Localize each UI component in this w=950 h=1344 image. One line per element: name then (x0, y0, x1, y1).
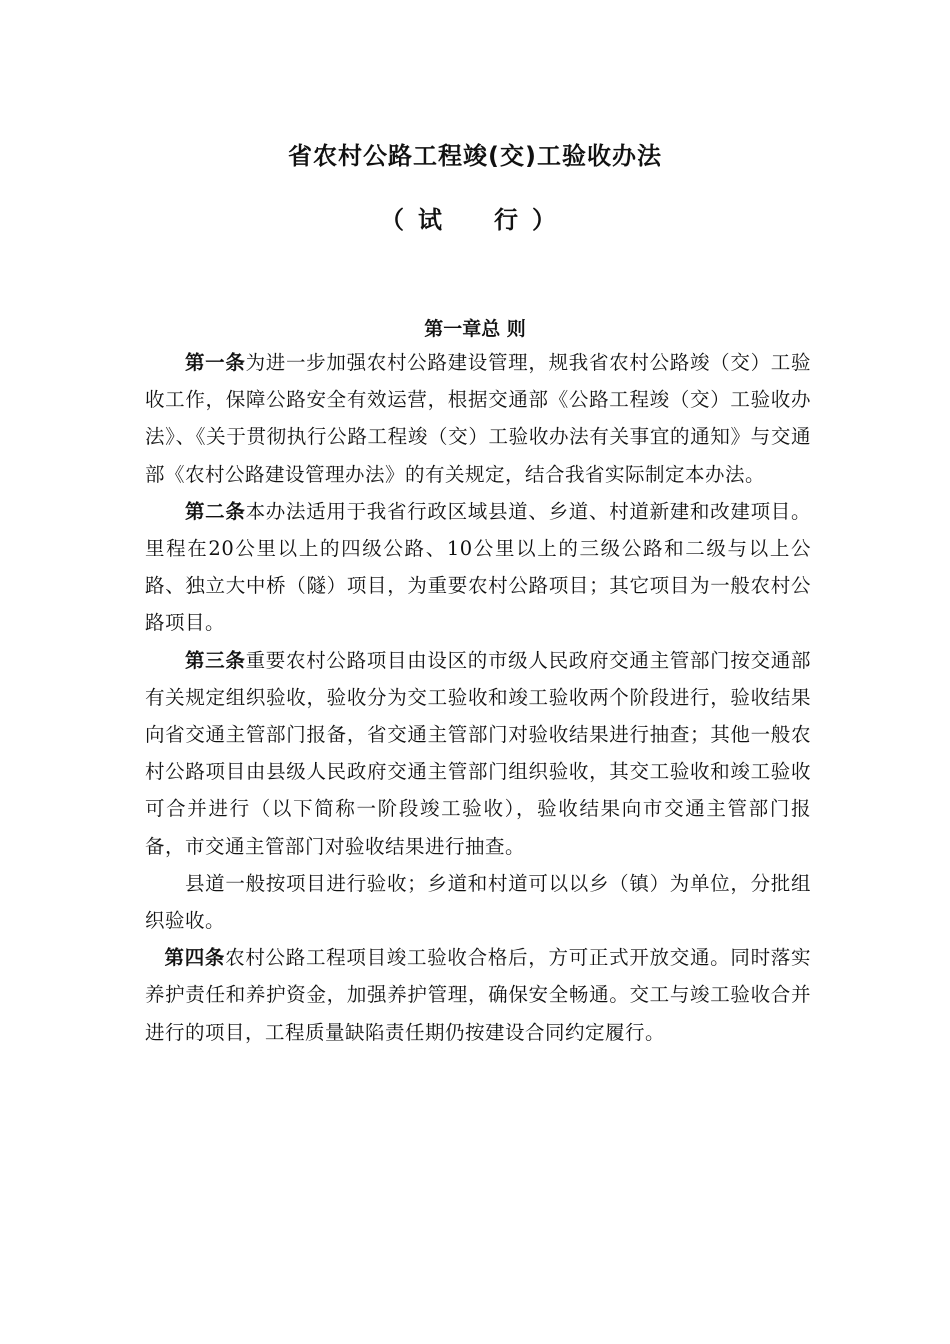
article-2 (145, 493, 811, 642)
document-subtitle: （试 行） (380, 206, 570, 234)
article-3-continuation-text: 县道一般按项目进行验收；乡道和村道可以以乡（镇）为单位，分批组织验收。 (145, 871, 811, 933)
chapter-heading: 第一章总 则 (424, 318, 526, 340)
article-3-text: 重要农村公路项目由设区的市级人民政府交通主管部门按交通部有关规定组织验收，验收分为交工验收和竣工验收两个阶段进行，验收结果向省交通主管部门报备，省交通主管部门对验收结果进行抽查；其他一般农村公路项目由县级人民政府交通主管部门组织验收，其交工验收和竣工验收可合并进行（以下简称一阶段竣工验收），验收结果向市交通主管部门报备，市交通主管部门对验收结果进行抽查。 (145, 648, 811, 858)
article-1 (145, 344, 811, 493)
document-title: 省农村公路工程竣(交)工验收办法 (288, 142, 662, 170)
document-body (145, 344, 811, 1051)
article-4 (145, 939, 811, 1051)
article-4-text: 农村公路工程项目竣工验收合格后，方可正式开放交通。同时落实养护责任和养护资金，加强养护管理，确保安全畅通。交工与竣工验收合并进行的项目，工程质量缺陷责任期仍按建设合同约定履行。 (145, 946, 811, 1044)
article-1-text: 为进一步加强农村公路建设管理，规我省农村公路竣（交）工验收工作，保障公路安全有效运营，根据交通部《公路工程竣（交）工验收办法》、《关于贯彻执行公路工程竣（交）工验收办法有关事宜的通知》与交通部《农村公路建设管理办法》的有关规定，结合我省实际制定本办法。 (145, 351, 811, 486)
article-3 (145, 642, 811, 865)
article-2-text: 本办法适用于我省行政区域县道、乡道、村道新建和改建项目。里程在20公里以上的四级公路、10公里以上的三级公路和二级与以上公路、独立大中桥（隧）项目，为重要农村公路项目；其它项目为一般农村公路项目。 (145, 499, 811, 635)
article-3-continuation (145, 865, 811, 939)
article-2-label: 第二条 (184, 499, 246, 523)
article-3-label: 第三条 (184, 648, 246, 672)
article-1-label: 第一条 (184, 351, 246, 374)
article-4-label: 第四条 (164, 946, 226, 970)
